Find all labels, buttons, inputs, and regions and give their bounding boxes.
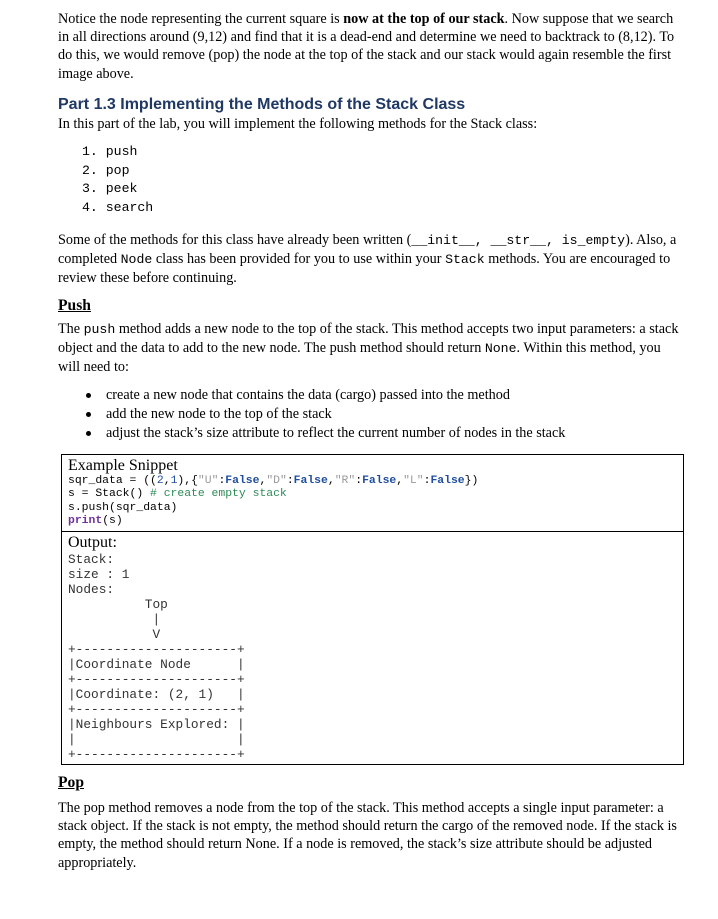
- note-code: Node: [120, 252, 153, 268]
- push-step-text: add the new node to the top of the stack: [106, 406, 332, 423]
- example-title: Example Snippet: [68, 456, 178, 474]
- note-text: ). Also, a completed: [58, 232, 677, 268]
- code-keyword: print: [68, 515, 103, 528]
- code-keyword: False: [225, 474, 260, 487]
- push-text: . Within this method, you will need to:: [58, 339, 661, 376]
- output-text: Stack: size : 1 Nodes: Top | V +---------------------+ |Coordinate Node | +---------------------+ |Coordinate: (2, 1) | +---------------------+ |Neighbours Explored: | | | +---------------------+: [68, 552, 245, 762]
- note-code: Stack: [445, 252, 485, 268]
- note-paragraph: [58, 231, 682, 288]
- example-box: [61, 454, 684, 765]
- intro-text-2: . Now suppose that we search in all directions around (9,12) and find that it is a dead-end and determine we need to backtrack to (8,12). To do this, we would remove (pop) the node at the top of the stack and our stack would again resemble the first image above.: [58, 11, 675, 82]
- code-string: "R": [334, 474, 356, 487]
- document-page: [58, 10, 682, 872]
- method-item: 1. push: [82, 144, 138, 160]
- code-comment: # create empty stack: [150, 488, 287, 501]
- push-heading: Push: [58, 296, 91, 314]
- code-string: "L": [403, 474, 424, 487]
- push-step: [58, 405, 682, 424]
- code-text: (s): [102, 515, 123, 528]
- push-text: The: [58, 320, 84, 337]
- output-title: Output:: [68, 534, 117, 551]
- bullet-icon: [86, 431, 91, 436]
- push-code: push: [83, 321, 116, 337]
- bullet-icon: [86, 412, 91, 417]
- section-heading: Part 1.3 Implementing the Methods of the Stack Class: [58, 95, 466, 113]
- code-line-4: [68, 515, 677, 529]
- push-step-text: adjust the stack’s size attribute to reflect the current number of nodes in the stack: [106, 424, 566, 441]
- code-text: ),{: [177, 474, 198, 487]
- code-line-2: [68, 488, 677, 502]
- push-step: [58, 386, 682, 405]
- pop-heading: Pop: [58, 774, 84, 791]
- method-item: 3. peek: [82, 181, 138, 197]
- push-code: None: [484, 340, 517, 356]
- code-line-1: sqr_data = ((2,1),{"U":False,"D":False,"R":False,"L":False}): [68, 474, 479, 487]
- intro-bold-text: now at the top of our stack: [343, 11, 505, 27]
- code-text: ,: [163, 474, 171, 487]
- code-keyword: False: [430, 474, 465, 487]
- code-text: sqr_data = ((: [68, 474, 157, 487]
- method-item: 2. pop: [82, 162, 130, 178]
- code-number: 1: [170, 474, 178, 487]
- push-paragraph: [58, 320, 682, 377]
- example-output-cell: [62, 531, 683, 764]
- code-string: "U": [197, 474, 219, 487]
- push-steps-list: [58, 386, 682, 442]
- intro-text: Notice the node representing the current square is: [58, 11, 344, 27]
- pop-paragraph: The pop method removes a node from the top of the stack. This method accepts a single input parameter: a stack object. If the stack is not empty, the method should return the cargo of the removed node. If the stack is empty, the method should return None. If a node is removed, the stack’s size attribute should be adjusted appropriately.: [58, 800, 677, 871]
- code-string: "D": [266, 474, 287, 487]
- push-step: [58, 424, 682, 443]
- push-text: method adds a new node to the top of the stack. This method accepts two input parameters: a stack object and the data to add to the new node. The push method should return: [58, 320, 679, 356]
- method-item: 4. search: [82, 199, 154, 215]
- code-text: s = Stack(): [68, 488, 151, 501]
- methods-list: [58, 143, 682, 217]
- push-step-text: create a new node that contains the data (cargo) passed into the method: [106, 387, 510, 404]
- code-line-3: s.push(sqr_data): [68, 501, 178, 514]
- note-code: __init__, __str__, is_empty: [411, 233, 626, 249]
- note-text: Some of the methods for this class have already been written (: [58, 232, 412, 249]
- code-keyword: False: [293, 474, 328, 487]
- example-snippet-cell: [62, 455, 683, 531]
- note-text: methods. You are encouraged to review these before continuing.: [58, 251, 671, 287]
- bullet-icon: [86, 393, 91, 398]
- code-keyword: False: [362, 474, 397, 487]
- intro-paragraph: [58, 10, 682, 83]
- note-text: class has been provided for you to use within your: [152, 251, 446, 268]
- code-number: 2: [156, 474, 164, 487]
- section-lead: In this part of the lab, you will implement the following methods for the Stack class:: [58, 115, 538, 132]
